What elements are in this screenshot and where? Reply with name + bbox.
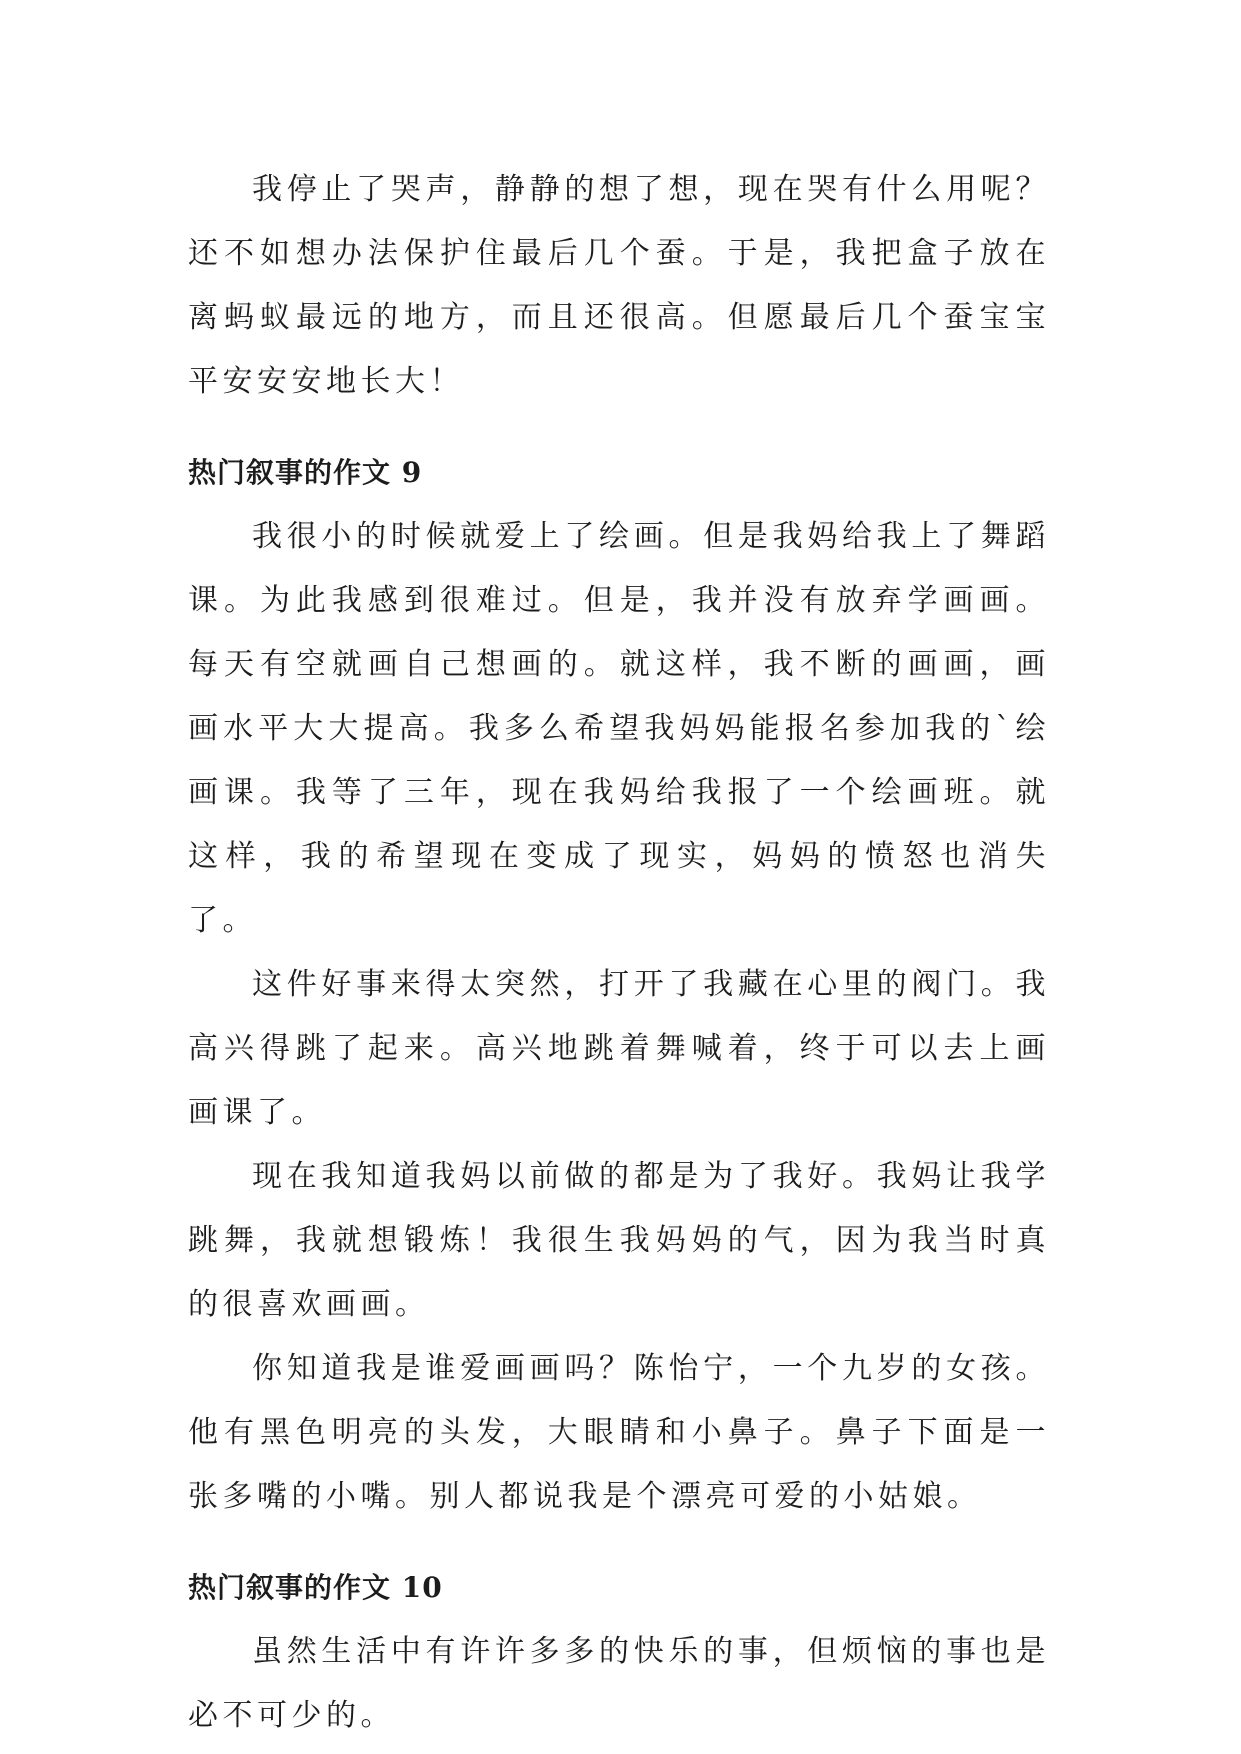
paragraph-silkworm-ending: 我停止了哭声，静静的想了想，现在哭有什么用呢？还不如想办法保护住最后几个蚕。于是，我把盒子放在离蚂蚁最远的地方，而且还很高。但愿最后几个蚕宝宝平安安安地长大！ (188, 172, 1050, 399)
essay-heading-9: 热门叙事的作文 9 (188, 456, 423, 489)
document-page (188, 158, 1050, 1748)
essay-heading-10: 热门叙事的作文 10 (188, 1571, 443, 1604)
paragraph-worries-intro: 虽然生活中有许许多多的快乐的事，但烦恼的事也是必不可少的。 (188, 1634, 1050, 1733)
paragraph-self-description: 你知道我是谁爱画画吗？陈怡宁，一个九岁的女孩。他有黑色明亮的头发，大眼睛和小鼻子。鼻子下面是一张多嘴的小嘴。别人都说我是个漂亮可爱的小姑娘。 (188, 1351, 1050, 1514)
paragraph-drawing-dream: 我很小的时候就爱上了绘画。但是我妈给我上了舞蹈课。为此我感到很难过。但是，我并没有放弃学画画。每天有空就画自己想画的。就这样，我不断的画画，画画水平大大提高。我多么希望我妈妈能报名参加我的`绘画课。我等了三年，现在我妈给我报了一个绘画班。就这样，我的希望现在变成了现实，妈妈的愤怒也消失了。 (188, 519, 1050, 938)
paragraph-sudden-joy: 这件好事来得太突然，打开了我藏在心里的阀门。我高兴得跳了起来。高兴地跳着舞喊着，终于可以去上画画课了。 (188, 967, 1050, 1130)
paragraph-mother-reason: 现在我知道我妈以前做的都是为了我好。我妈让我学跳舞，我就想锻炼！我很生我妈妈的气，因为我当时真的很喜欢画画。 (188, 1159, 1050, 1322)
